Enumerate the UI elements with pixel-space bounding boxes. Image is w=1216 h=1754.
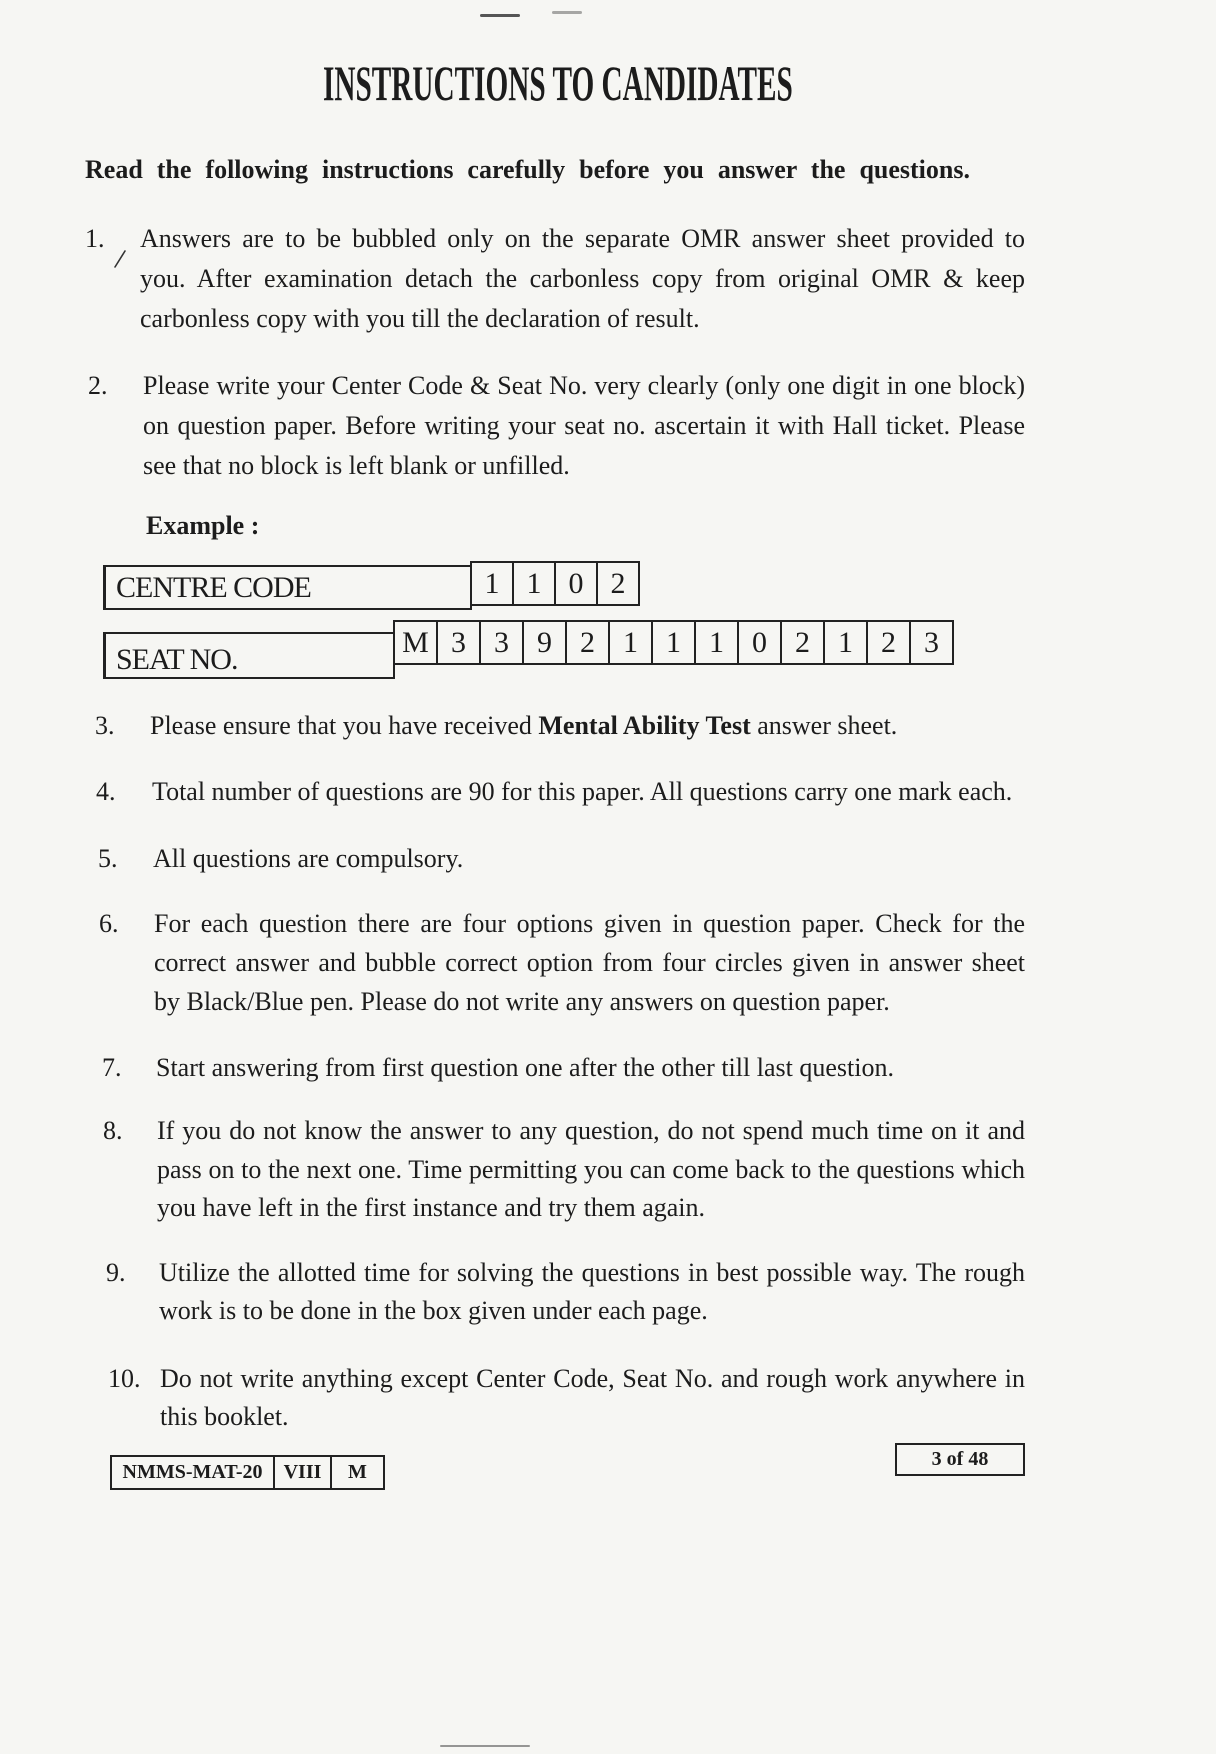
- instruction-line: All questions are compulsory.: [153, 844, 464, 873]
- digit-cell: 3: [909, 620, 954, 665]
- instruction-number: 6.: [99, 909, 119, 938]
- digit-cell: 1: [608, 620, 653, 665]
- digit-cell: 2: [596, 561, 640, 606]
- instruction-text: [153, 839, 1025, 879]
- instruction-text: [156, 1048, 1025, 1088]
- instruction-line: carbonless copy with you till the declaration of result.: [140, 304, 700, 333]
- digit-cell: 2: [565, 620, 610, 665]
- digit-cell: 0: [737, 620, 782, 665]
- instruction-line: Answers are to be bubbled only on the separate OMR answer sheet provided to: [140, 224, 1025, 253]
- digit-cell: 1: [823, 620, 868, 665]
- paper-code-box: [110, 1455, 385, 1490]
- digit-cell: 2: [780, 620, 825, 665]
- instruction-text: [140, 219, 1025, 339]
- instruction-line: on question paper. Before writing your seat no. ascertain it with Hall ticket. Please: [143, 411, 1025, 440]
- instruction-line: Total number of questions are 90 for this paper. All questions carry one mark each.: [152, 777, 1013, 806]
- instruction-text: [157, 1112, 1025, 1228]
- instruction-text: [159, 1254, 1025, 1330]
- scan-artifact: [440, 1745, 530, 1747]
- instruction-line: you have left in the first instance and try them again.: [157, 1193, 705, 1222]
- instruction-line: this booklet.: [160, 1402, 289, 1431]
- intro-text: Read the following instructions carefully before you answer the questions.: [85, 155, 970, 184]
- instruction-line: by Black/Blue pen. Please do not write any answers on question paper.: [154, 987, 890, 1016]
- digit-cell: 2: [866, 620, 911, 665]
- seat-no-label: SEAT NO.: [116, 643, 238, 676]
- digit-cell: 3: [479, 620, 524, 665]
- instruction-text-part: Please ensure that you have received: [150, 711, 539, 740]
- instruction-number: 4.: [96, 777, 116, 806]
- scan-artifact: [552, 11, 582, 14]
- scan-artifact: [480, 14, 520, 17]
- digit-cell: 1: [470, 561, 514, 606]
- page-indicator: 3 of 48: [895, 1443, 1025, 1476]
- digit-cell: 3: [436, 620, 481, 665]
- instruction-text: [143, 366, 1025, 486]
- instruction-number: 3.: [95, 711, 115, 740]
- instruction-line: Do not write anything except Center Code, Seat No. and rough work anywhere in: [160, 1364, 1025, 1393]
- instruction-number: 1.: [85, 224, 105, 253]
- medium-code: M: [330, 1455, 385, 1490]
- instruction-line: you. After examination detach the carbonless copy from original OMR & keep: [140, 264, 1025, 293]
- instruction-text: [154, 904, 1025, 1021]
- instruction-line: For each question there are four options given in question paper. Check for the: [154, 909, 1025, 938]
- instruction-text: [160, 1360, 1025, 1436]
- centre-code-label-box: [103, 565, 472, 610]
- instruction-line: If you do not know the answer to any question, do not spend much time on it and: [157, 1116, 1025, 1145]
- digit-cell: 1: [694, 620, 739, 665]
- digit-cell: M: [393, 620, 438, 665]
- instruction-line: Please write your Center Code & Seat No. very clearly (only one digit in one block): [143, 371, 1025, 400]
- instruction-line: correct answer and bubble correct option from four circles given in answer sheet: [154, 948, 1025, 977]
- page-title-wrapper: [323, 55, 1126, 111]
- digit-cell: 0: [554, 561, 598, 606]
- instruction-line: work is to be done in the box given under each page.: [159, 1296, 708, 1325]
- instruction-line: pass on to the next one. Time permitting you can come back to the questions which: [157, 1154, 1025, 1184]
- answer-sheet-name: Mental Ability Test: [538, 711, 751, 740]
- instruction-line: Utilize the allotted time for solving the questions in best possible way. The rough: [159, 1258, 1025, 1287]
- seat-no-digits: [393, 620, 954, 665]
- instruction-text: [152, 772, 1025, 812]
- instruction-number: 5.: [98, 844, 118, 873]
- seat-no-label-box: [103, 632, 395, 679]
- instruction-number: 10.: [108, 1364, 141, 1393]
- instruction-number: 2.: [88, 371, 108, 400]
- instruction-text-part: answer sheet.: [750, 711, 898, 740]
- instruction-number: 9.: [106, 1258, 126, 1287]
- digit-cell: 1: [651, 620, 696, 665]
- instruction-number: 8.: [103, 1116, 123, 1145]
- pen-tick-mark: [110, 247, 130, 271]
- centre-code-label: CENTRE CODE: [116, 571, 311, 604]
- instruction-number: 7.: [102, 1053, 122, 1082]
- example-label: Example :: [146, 511, 260, 540]
- paper-code: NMMS-MAT-20: [110, 1455, 275, 1490]
- digit-cell: 1: [512, 561, 556, 606]
- instruction-line: Start answering from first question one after the other till last question.: [156, 1053, 894, 1082]
- page-title: INSTRUCTIONS TO CANDIDATES: [323, 55, 793, 111]
- instruction-line: see that no block is left blank or unfilled.: [143, 451, 570, 480]
- instruction-text: [150, 706, 1025, 746]
- centre-code-digits: [470, 561, 640, 606]
- digit-cell: 9: [522, 620, 567, 665]
- standard-code: VIII: [273, 1455, 332, 1490]
